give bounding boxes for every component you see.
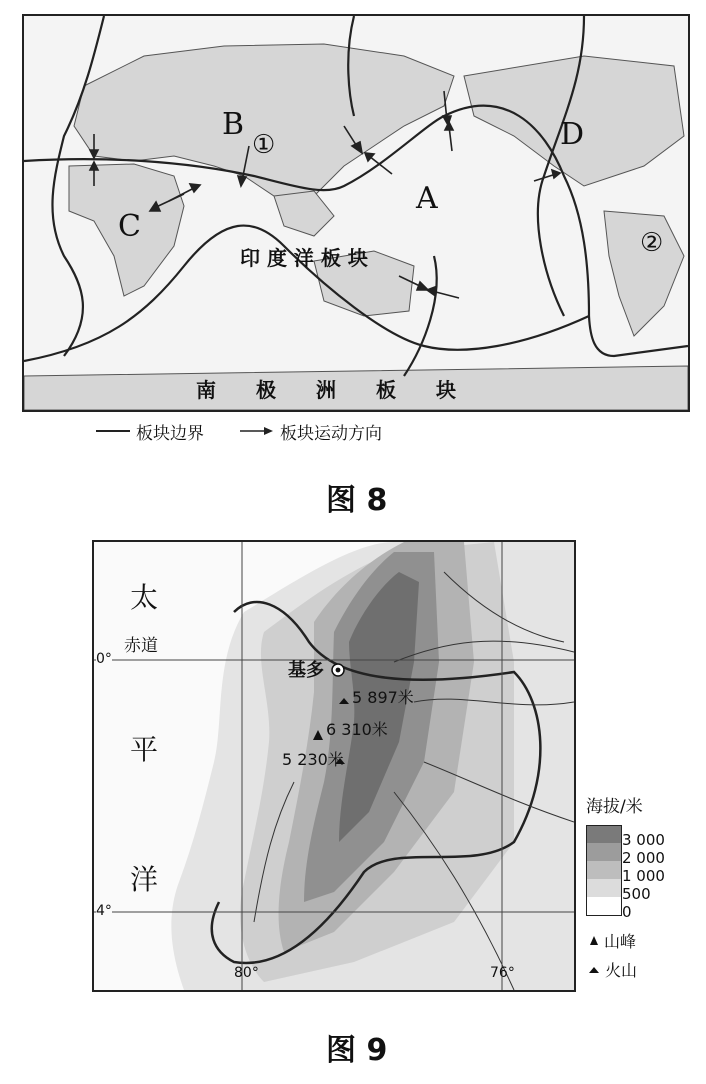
relief-legend [586, 792, 696, 981]
legend-value: 2 000 [622, 849, 665, 867]
ocean-char-2: 平 [130, 733, 159, 766]
volcano-legend-icon [589, 967, 599, 973]
relief-map [92, 540, 576, 992]
capital-symbol [332, 664, 344, 676]
lat-4-label: 4° [96, 903, 112, 919]
plate-map-legend [96, 420, 382, 442]
peak-legend-label: 山峰 [604, 932, 637, 951]
plate-map [22, 14, 690, 412]
lon-76-label: 76° [490, 965, 515, 981]
lon-80-label: 80° [234, 965, 259, 981]
legend-value: 3 000 [622, 831, 665, 849]
indian-plate-label: 印 度 洋 板 块 [240, 246, 368, 270]
peak-label-2: 6 310米 [326, 720, 388, 739]
peak-legend-icon [590, 936, 598, 945]
boundary-legend-label: 板块边界 [136, 423, 204, 444]
plate-label-c: C [118, 209, 141, 244]
figure8-caption: 图 8 [326, 483, 388, 518]
plate-label-b: B [222, 107, 245, 142]
marker-circle-1: ① [252, 130, 276, 160]
legend-swatch [586, 825, 622, 845]
peak-label-1: 5 897米 [352, 688, 414, 707]
movement-legend-label: 板块运动方向 [280, 423, 382, 444]
ocean-char-1: 太 [130, 581, 159, 614]
legend-value: 1 000 [622, 867, 665, 885]
volcano-legend-label: 火山 [605, 961, 638, 980]
legend-value: 0 [622, 903, 632, 921]
city-label: 基多 [288, 660, 324, 681]
figure9-caption: 图 9 [326, 1033, 388, 1068]
lat-0-label: 0° [96, 651, 112, 667]
movement-legend-symbol [240, 426, 274, 436]
peak-label-3: 5 230米 [282, 750, 344, 769]
boundary-legend-symbol [96, 430, 130, 432]
ocean-char-3: 洋 [130, 863, 159, 896]
antarctic-plate-label: 南 极 洲 板 块 [196, 378, 456, 402]
legend-swatch [586, 897, 622, 916]
plate-label-d: D [560, 117, 585, 152]
plate-label-a: A [416, 181, 438, 216]
legend-swatch [586, 861, 622, 880]
legend-swatch [586, 879, 622, 898]
equator-label: 赤道 [124, 636, 158, 656]
legend-value: 500 [622, 885, 651, 903]
marker-circle-2: ② [640, 228, 664, 258]
legend-swatch [586, 843, 622, 862]
southeast-asia-landmass [274, 191, 334, 236]
relief-legend-title: 海拔/米 [586, 797, 643, 817]
